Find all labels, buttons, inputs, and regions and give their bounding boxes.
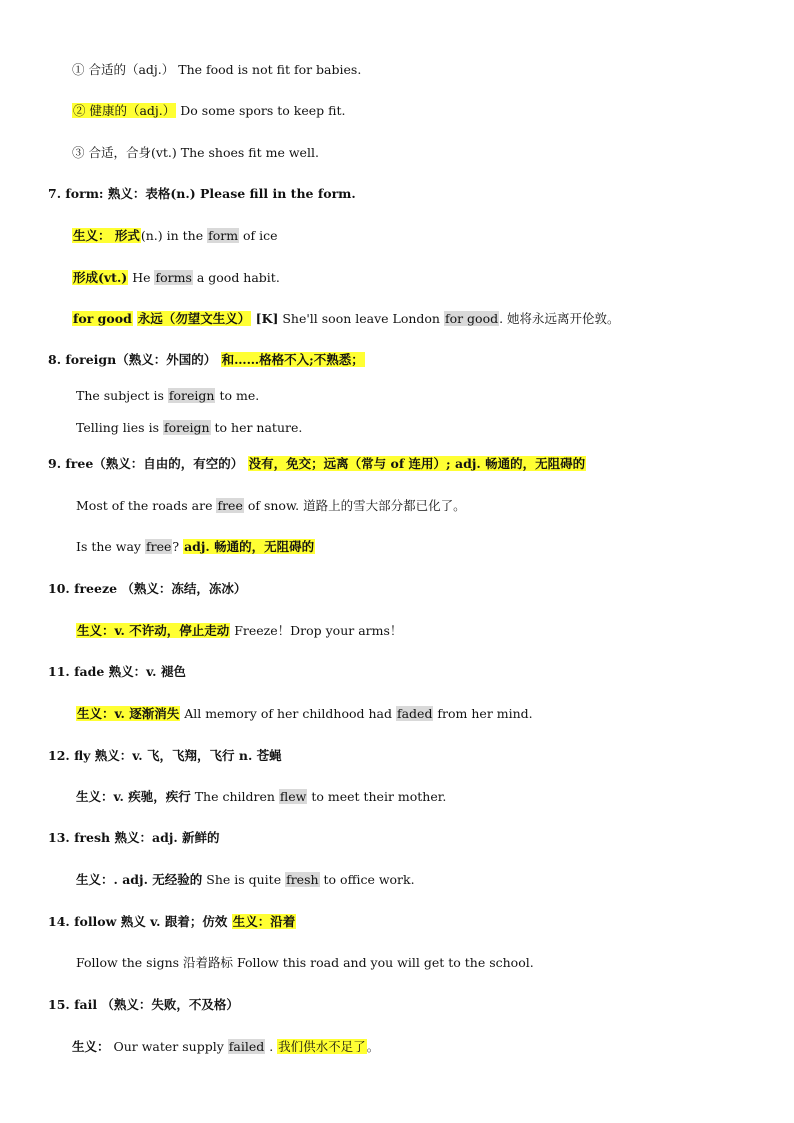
text-segment: Freeze！Drop your arms！ bbox=[230, 623, 403, 638]
text-line bbox=[72, 1037, 379, 1057]
keyword-text: foreign bbox=[163, 420, 210, 435]
highlighted-text: ② 健康的（adj.） bbox=[73, 103, 176, 118]
text-segment: to her nature. bbox=[210, 420, 303, 435]
text-line bbox=[76, 418, 302, 438]
text-line bbox=[72, 143, 319, 163]
text-segment: ? bbox=[172, 539, 184, 554]
text-segment: from her mind. bbox=[433, 706, 533, 721]
text-segment: 。 bbox=[366, 1039, 380, 1054]
highlighted-text: 生义：沿着 bbox=[232, 914, 296, 929]
text-line bbox=[76, 386, 259, 406]
text-segment: of snow. 道路上的雪大部分都已化了。 bbox=[243, 498, 466, 513]
text-line bbox=[72, 309, 620, 329]
text-line bbox=[48, 350, 365, 370]
keyword-text: form bbox=[208, 228, 239, 243]
keyword-text: forms bbox=[155, 270, 192, 285]
text-segment: . bbox=[265, 1039, 278, 1054]
text-segment: 11. fade 熟义：v. 褪色 bbox=[48, 664, 186, 679]
text-segment: (n.) in the bbox=[140, 228, 208, 243]
text-segment: 7. form: 熟义：表格(n.) Please fill in the form. bbox=[48, 186, 356, 201]
highlighted-text: adj. 畅通的，无阻碍的 bbox=[184, 539, 315, 554]
text-segment: Our water supply bbox=[109, 1039, 228, 1054]
text-segment: 14. follow 熟义 v. 跟着；仿效 bbox=[48, 914, 232, 929]
highlighted-text: 生义：v. 不许动，停止走动 bbox=[77, 623, 230, 638]
text-line bbox=[76, 870, 415, 890]
text-segment: The subject is bbox=[76, 388, 168, 403]
text-segment: to me. bbox=[215, 388, 260, 403]
text-segment: She is quite bbox=[202, 872, 286, 887]
text-segment: of ice bbox=[239, 228, 278, 243]
text-line bbox=[76, 621, 402, 641]
keyword-text: fresh bbox=[286, 872, 319, 887]
keyword-text: free bbox=[145, 539, 172, 554]
text-line bbox=[48, 454, 586, 474]
text-line bbox=[48, 662, 186, 682]
text-segment: Telling lies is bbox=[76, 420, 163, 435]
text-segment: to office work. bbox=[319, 872, 415, 887]
text-segment: to meet their mother. bbox=[307, 789, 447, 804]
text-line bbox=[48, 912, 296, 932]
text-line bbox=[48, 828, 220, 848]
text-segment: He bbox=[128, 270, 155, 285]
keyword-text: faded bbox=[396, 706, 433, 721]
keyword-text: for good bbox=[444, 311, 499, 326]
text-line bbox=[72, 268, 280, 288]
text-segment: 15. fail （熟义：失败，不及格） bbox=[48, 997, 239, 1012]
text-line bbox=[48, 995, 239, 1015]
text-line bbox=[48, 184, 356, 204]
highlighted-text: 生义：v. 逐渐消失 bbox=[77, 706, 180, 721]
text-segment: 10. freeze （熟义：冻结，冻冰） bbox=[48, 581, 247, 596]
highlighted-text: for good bbox=[73, 311, 132, 326]
text-segment: 13. fresh 熟义：adj. 新鲜的 bbox=[48, 830, 220, 845]
highlighted-text: 永远（勿望文生义） bbox=[137, 311, 251, 326]
highlighted-text: 和……格格不入;不熟悉； bbox=[221, 352, 364, 367]
keyword-text: failed bbox=[228, 1039, 265, 1054]
text-segment: The children bbox=[190, 789, 279, 804]
text-segment: Is the way bbox=[76, 539, 145, 554]
keyword-text: foreign bbox=[168, 388, 215, 403]
text-segment: 8. foreign（熟义：外国的） bbox=[48, 352, 221, 367]
text-segment: Do some spors to keep fit. bbox=[176, 103, 346, 118]
text-line bbox=[76, 787, 446, 807]
text-line bbox=[76, 953, 534, 973]
text-segment: Follow the signs 沿着路标 Follow this road and you will get to the school. bbox=[76, 955, 534, 970]
text-segment: She'll soon leave London bbox=[278, 311, 444, 326]
text-line bbox=[72, 60, 361, 80]
text-segment: ① 合适的（adj.） The food is not fit for babies. bbox=[72, 62, 362, 77]
text-segment: Most of the roads are bbox=[76, 498, 217, 513]
text-segment: [K] bbox=[251, 311, 279, 326]
text-segment: 生义：. adj. 无经验的 bbox=[76, 872, 203, 887]
highlighted-text: 形成(vt.) bbox=[73, 270, 128, 285]
keyword-text: free bbox=[217, 498, 243, 513]
text-line bbox=[76, 537, 315, 557]
text-segment: a good habit. bbox=[192, 270, 280, 285]
text-segment: 12. fly 熟义：v. 飞，飞翔，飞行 n. 苍蝇 bbox=[48, 748, 282, 763]
highlighted-text: 我们供水不足了 bbox=[278, 1039, 366, 1054]
text-line bbox=[76, 704, 533, 724]
text-segment: . 她将永远离开伦敦。 bbox=[499, 311, 620, 326]
text-segment: All memory of her childhood had bbox=[180, 706, 396, 721]
highlighted-text: 生义： 形式 bbox=[73, 228, 140, 243]
text-line bbox=[72, 226, 278, 246]
highlighted-text: 没有，免交；远离（常与 of 连用）; adj. 畅通的，无阻碍的 bbox=[248, 456, 586, 471]
text-line bbox=[48, 746, 282, 766]
text-segment: 生义：v. 疾驰，疾行 bbox=[76, 789, 191, 804]
text-segment: 生义： bbox=[72, 1039, 110, 1054]
text-segment: ③ 合适，合身(vt.) The shoes fit me well. bbox=[72, 145, 319, 160]
keyword-text: flew bbox=[279, 789, 307, 804]
text-line bbox=[48, 579, 246, 599]
text-line bbox=[72, 101, 345, 121]
text-segment: 9. free（熟义：自由的，有空的） bbox=[48, 456, 248, 471]
text-line bbox=[76, 496, 466, 516]
